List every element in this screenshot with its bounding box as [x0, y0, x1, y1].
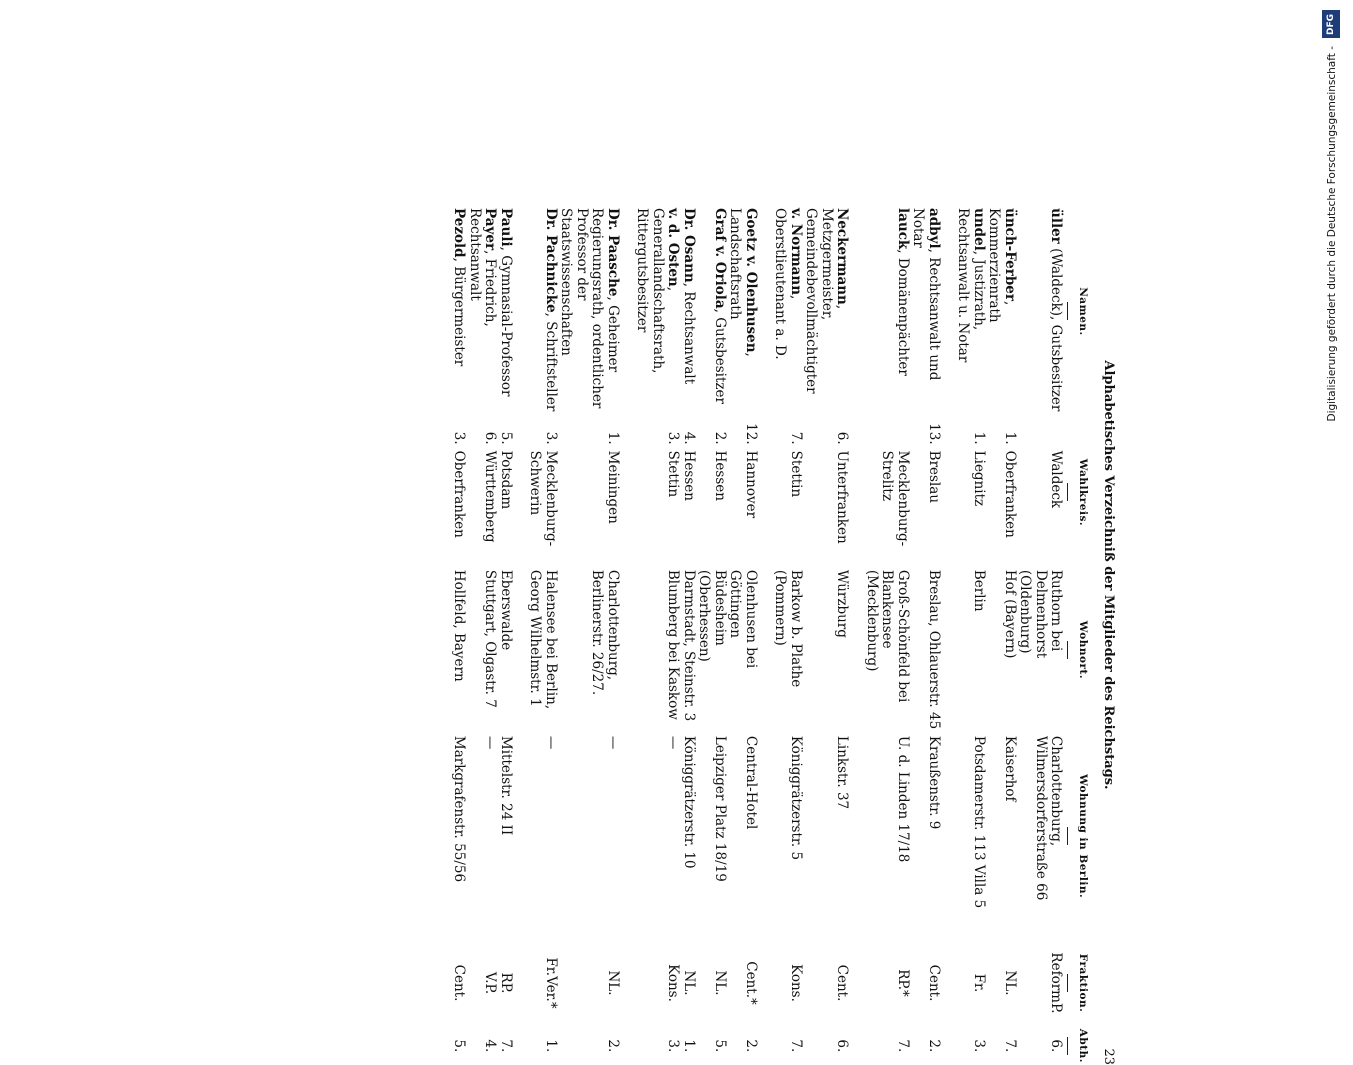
wahlkreis: Württemberg	[482, 450, 499, 543]
wohnung-berlin: Markgrafenstr. 55/56	[451, 735, 468, 883]
wahlkreis: Potsdam	[498, 450, 514, 510]
fraktion: Kons.	[665, 964, 682, 1002]
wahlkreis: Breslau	[926, 450, 942, 504]
column-header-fraktion: Fraktion.	[1064, 939, 1091, 1026]
member-surname: Payer	[482, 208, 499, 251]
wahlkreis-number: 13.	[926, 423, 942, 445]
members-table	[451, 205, 1090, 1065]
member-title: , Gutsbesitzer	[712, 308, 728, 404]
wohnung-berlin: Potsdamerstr. 113 Villa 5	[971, 735, 987, 909]
row-spacer	[620, 205, 634, 1065]
row-spacer	[758, 205, 772, 1065]
member-name	[451, 205, 467, 418]
member-surname: ünch-Ferber	[1002, 208, 1018, 301]
fraktion: Cent.	[451, 964, 468, 1002]
member-name	[696, 205, 727, 418]
wohnung-berlin: Leipziger Platz 18/19	[712, 735, 728, 882]
member-title: , Domänenpächter	[895, 249, 911, 376]
member-surname: Dr. Pachnicke	[543, 208, 559, 313]
credit-text: Digitalisierung gefördert durch die Deutsche Forschungsgemeinschaft -	[1326, 46, 1338, 422]
wohnung-berlin: —	[482, 735, 499, 750]
page-number: 23	[1101, 1048, 1116, 1065]
wahlkreis: Waldeck	[1048, 450, 1065, 509]
column-header-abth: Abth.	[1064, 1027, 1091, 1065]
abtheilung: 7.	[498, 1039, 514, 1053]
member-title: , Generallandschaftsrath, Rittergutsbesitzer	[634, 208, 682, 374]
member-surname: Dr. Paasche	[605, 208, 621, 297]
wohnung-berlin: Königgrätzerstr. 5	[788, 735, 804, 861]
member-name	[1017, 205, 1064, 418]
wohnort: Büdesheim (Oberhessen)	[696, 569, 728, 662]
member-name	[681, 205, 697, 418]
wahlkreis: Oberfranken	[1002, 450, 1018, 538]
column-header-wohnort: Wohnort.	[1064, 567, 1091, 733]
wahlkreis-number: 1.	[605, 431, 621, 445]
row-spacer-cell	[513, 205, 527, 1065]
member-name	[467, 205, 498, 418]
member-surname: Neckermann	[834, 208, 851, 305]
wohnung-berlin: Kraußenstr. 9	[926, 735, 942, 830]
row-spacer	[941, 205, 955, 1065]
member-surname: v. d. Osten	[665, 208, 682, 287]
wahlkreis: Liegnitz	[971, 450, 987, 507]
member-surname: Pezold	[451, 208, 468, 258]
fraktion: RP.	[498, 972, 514, 994]
wohnort: Groß-Schönfeld bei Blankensee (Mecklenburg)	[864, 569, 911, 703]
wahlkreis-number: 7.	[788, 431, 804, 445]
table-row	[498, 205, 514, 1065]
member-name	[498, 205, 514, 418]
row-spacer	[513, 205, 527, 1065]
wahlkreis: Hessen	[681, 450, 697, 501]
wahlkreis-number: 12.	[743, 423, 759, 445]
fraktion: Cent.	[834, 964, 851, 1002]
abtheilung: 6.	[834, 1039, 851, 1053]
member-surname: Graf v. Oriola	[712, 208, 728, 309]
member-title: (Waldeck), Gutsbesitzer	[1048, 243, 1065, 412]
fraktion: Cent.	[926, 964, 942, 1002]
table-body	[451, 205, 1064, 1065]
table-row	[467, 205, 498, 1065]
wahlkreis-number	[1017, 418, 1064, 448]
member-name	[772, 205, 803, 418]
wohnort: Eberswalde	[498, 569, 514, 651]
wohnort: Hof (Bayern)	[1002, 569, 1018, 659]
member-surname: lauck	[895, 208, 911, 250]
wahlkreis-number: 3.	[543, 431, 559, 445]
table-row	[955, 205, 986, 1065]
wahlkreis: Hessen	[712, 450, 728, 501]
member-title: , Friedrich, Rechtsanwalt	[467, 208, 499, 327]
member-title: , Oberstlieutenant a. D.	[772, 208, 804, 360]
wahlkreis-number	[864, 418, 911, 448]
abtheilung: 7.	[895, 1039, 911, 1053]
abtheilung: 1.	[681, 1039, 697, 1053]
member-surname: üller	[1048, 208, 1065, 244]
wohnung-berlin: Mittelstr. 24 II	[498, 735, 514, 836]
fraktion: NL.	[1002, 970, 1018, 996]
wohnort: Hollfeld, Bayern	[451, 569, 468, 682]
table-row	[634, 205, 681, 1065]
wahlkreis: Unterfranken	[834, 450, 851, 544]
dfg-logo: DFG	[1322, 10, 1340, 38]
wohnort: Darmstadt, Steinstr. 3	[681, 569, 697, 722]
abtheilung: 2.	[605, 1039, 621, 1053]
fraktion: ReformP.	[1048, 952, 1065, 1014]
member-name	[527, 205, 558, 418]
wahlkreis: Mecklenburg-Schwerin	[527, 450, 559, 547]
table-row	[1017, 205, 1064, 1065]
member-title: , Bürgermeister	[451, 257, 468, 367]
table-row	[558, 205, 620, 1065]
fraktion: NL.	[712, 970, 728, 996]
table-row	[727, 205, 758, 1065]
member-title: , Schriftsteller	[543, 312, 559, 412]
wohnung-berlin: —	[543, 735, 559, 750]
abtheilung: 5.	[451, 1039, 468, 1053]
member-surname: adbyl	[926, 208, 942, 249]
abtheilung: 7.	[788, 1039, 804, 1053]
member-name	[955, 205, 986, 418]
page-title: Alphabetisches Verzeichniß der Mitglieder des Reichstags.	[1101, 360, 1116, 790]
fraktion: Kons.	[788, 964, 804, 1002]
member-title: , Metzgermeister, Gemeindebevollmächtigter	[803, 208, 851, 394]
wohnort: Charlottenburg, Berlinerstr. 26/27.	[589, 569, 621, 696]
member-surname: Dr. Osann	[681, 208, 697, 283]
wohnort: Würzburg	[834, 569, 851, 638]
fraktion: NL.	[681, 970, 697, 996]
column-header-wahlkreis: Wahlkreis.	[1064, 418, 1091, 567]
member-title: , Justizrath, Rechtsanwalt u. Notar	[955, 208, 987, 363]
wahlkreis-number: 4.	[681, 431, 697, 445]
member-title: , Rechtsanwalt	[681, 282, 697, 385]
digitization-credit	[1318, 6, 1348, 426]
abtheilung: 5.	[712, 1039, 728, 1053]
member-surname: Pauli	[498, 208, 514, 247]
wahlkreis-number: 6.	[834, 431, 851, 445]
wahlkreis-number: 5.	[498, 431, 514, 445]
abtheilung: 7.	[1002, 1039, 1018, 1053]
wahlkreis: Stettin	[788, 450, 804, 498]
abtheilung: 3.	[665, 1039, 682, 1053]
member-title: , Rechtsanwalt und Notar	[910, 208, 942, 381]
row-spacer-cell	[941, 205, 955, 1065]
table-row	[527, 205, 558, 1065]
member-surname: Goetz v. Olenhusen	[743, 208, 759, 353]
member-name	[803, 205, 850, 418]
member-name	[558, 205, 620, 418]
fraktion: Cent.*	[743, 961, 759, 1005]
wahlkreis: Hannover	[743, 450, 759, 519]
wohnort: Olenhusen bei Göttingen	[727, 569, 759, 669]
wahlkreis-number: 3.	[451, 431, 468, 445]
wahlkreis: Stettin	[665, 450, 682, 498]
abtheilung: 1.	[543, 1039, 559, 1053]
member-name	[986, 205, 1017, 418]
wahlkreis: Oberfranken	[451, 450, 468, 538]
wohnung-berlin: Charlottenburg, Wilmersdorferstraße 66	[1033, 735, 1065, 901]
abtheilung: 6.	[1048, 1039, 1065, 1053]
member-title: , Gymnasial-Professor	[498, 246, 514, 397]
column-header-wohnung: Wohnung in Berlin.	[1064, 733, 1091, 939]
member-title: , Geheimer Regierungsrath, ordentlicher Professor der Staatswissenschaften	[558, 208, 621, 409]
wahlkreis: Meiningen	[605, 450, 621, 524]
wohnung-berlin: Königgrätzerstr. 10	[681, 735, 697, 869]
wohnung-berlin: —	[665, 735, 682, 750]
member-surname: v. Normann	[788, 208, 804, 296]
table-header-row	[1064, 205, 1091, 1065]
abtheilung: 2.	[926, 1039, 942, 1053]
wohnung-berlin: Linkstr. 37	[834, 735, 851, 810]
row-spacer-cell	[758, 205, 772, 1065]
member-name	[634, 205, 681, 418]
table-row	[696, 205, 727, 1065]
wohnort: Halensee bei Berlin, Georg Wilhelmstr. 1	[527, 569, 559, 710]
member-title: , Landschaftsrath	[727, 208, 759, 357]
wahlkreis: Mecklenburg-Strelitz	[879, 450, 911, 547]
fraktion: Fr.Ver.*	[543, 957, 559, 1009]
wahlkreis-number: 1.	[971, 431, 987, 445]
wohnung-berlin: U. d. Linden 17/18	[895, 735, 911, 863]
row-spacer-cell	[620, 205, 634, 1065]
wohnort: Barkow b. Plathe (Pommern)	[772, 569, 804, 688]
member-name	[910, 205, 941, 418]
wohnung-berlin: Kaiserhof	[1002, 735, 1018, 802]
member-name	[727, 205, 758, 418]
wohnort: Ruthorn bei Delmenhorst (Oldenburg)	[1017, 569, 1065, 659]
row-spacer	[850, 205, 864, 1065]
fraktion: NL.	[605, 970, 621, 996]
table-row	[910, 205, 941, 1065]
fraktion: RP.*	[895, 969, 911, 997]
wohnort: Stuttgart, Olgastr. 7	[482, 569, 499, 708]
wohnung-berlin: Central-Hotel	[743, 735, 759, 830]
document-page	[246, 205, 1116, 1065]
wohnort: Berlin	[971, 569, 987, 612]
member-title: , Kommerzienrath	[986, 208, 1018, 323]
table-row	[803, 205, 850, 1065]
table-row	[451, 205, 467, 1065]
abtheilung: 2.	[743, 1039, 759, 1053]
abtheilung: 4.	[482, 1039, 499, 1053]
wohnung-berlin: —	[605, 735, 621, 750]
table-row	[681, 205, 697, 1065]
page-header	[1094, 205, 1116, 1065]
wahlkreis-number: 6.	[482, 431, 499, 445]
wahlkreis-number: 3.	[665, 431, 682, 445]
wahlkreis-number: 2.	[712, 431, 728, 445]
wohnort: Blumberg bei Kaskow	[665, 569, 682, 720]
table-row	[772, 205, 803, 1065]
wohnort: Breslau, Ohlauerstr. 45	[926, 569, 942, 730]
table-row	[986, 205, 1017, 1065]
table-row	[864, 205, 911, 1065]
member-surname: undel	[971, 208, 987, 251]
column-header-name: Namen.	[1064, 205, 1091, 418]
abtheilung: 3.	[971, 1039, 987, 1053]
wahlkreis-number: 1.	[1002, 431, 1018, 445]
row-spacer-cell	[850, 205, 864, 1065]
fraktion: Fr.	[971, 973, 987, 993]
member-name	[864, 205, 911, 418]
fraktion: V.P.	[482, 971, 499, 995]
